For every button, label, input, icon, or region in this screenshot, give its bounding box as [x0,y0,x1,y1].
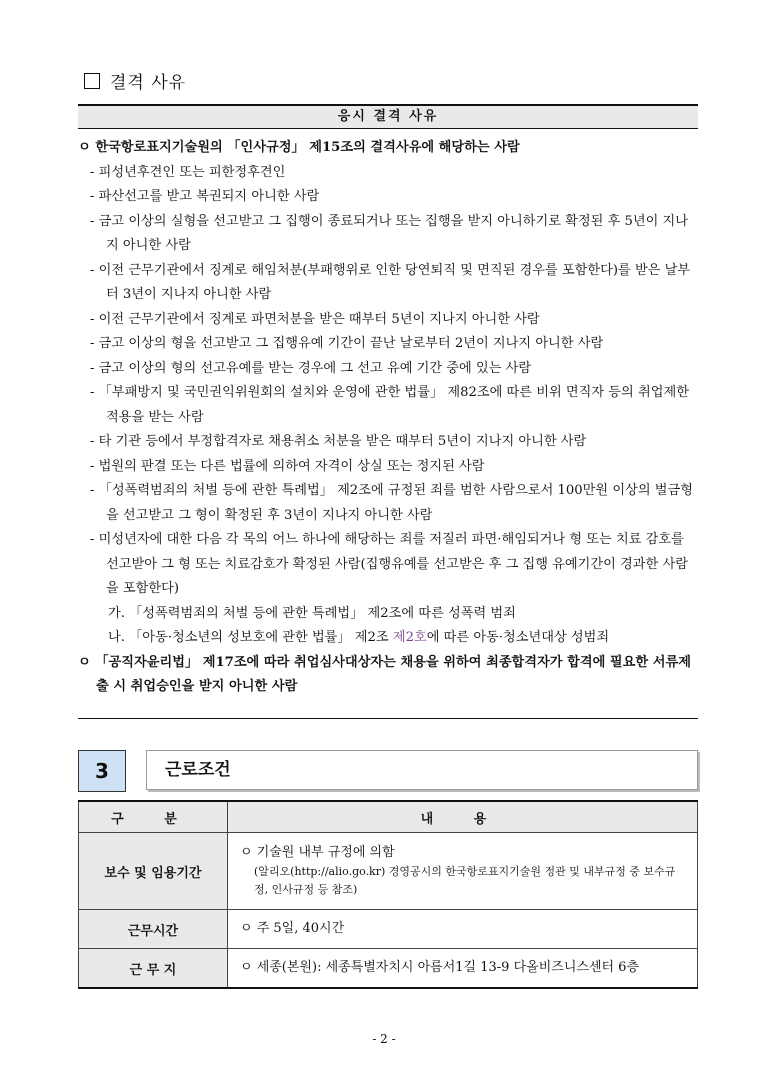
working-conditions-table [78,800,698,989]
sub-item-na-text-end: 에 따른 아동·청소년대상 성범죄 [426,630,610,645]
salary-text: ㅇ 기술원 내부 규정에 의함 [240,845,395,860]
list-item: - 금고 이상의 형을 선고받고 그 집행유예 기간이 끝난 날로부터 2년이 지나지 아니한 사람 [90,336,604,351]
column-header: 구 분 [79,801,228,833]
list-item: - 타 기관 등에서 부정합격자로 채용취소 처분을 받은 때부터 5년이 지나지 아니한 사람 [90,434,587,449]
row-label: 근무시간 [79,910,228,949]
list-item: - 「성폭력범죄의 처벌 등에 관한 특례법」 제2조에 규정된 죄를 범한 사람으로서 100만원 이상의 벌금형을 선고받고 그 형이 확정된 후 3년이 지나지 아니한 사람 [90,483,693,523]
table-row [79,910,698,949]
section-title: 결격 사유 [110,73,187,93]
sub-item-na [78,626,698,651]
section-number: 3 [78,750,126,792]
row-label: 보수 및 임용기간 [79,833,228,910]
list-item: - 피성년후견인 또는 피한정후견인 [90,164,286,180]
checkbox-icon [84,73,100,89]
section-3-header [78,750,698,790]
list-item: - 파산선고를 받고 복권되지 아니한 사람 [90,189,320,204]
disqualification-list [78,136,698,700]
section-3-title: 근로조건 [146,750,698,790]
list-item: - 이전 근무기관에서 징계로 파면처분을 받은 때부터 5년이 지나지 아니한 사람 [90,311,540,327]
row-content: ㅇ 주 5일, 40시간 [228,910,698,949]
row-label: 근 무 지 [79,949,228,989]
table-row [79,833,698,910]
list-item: ㅇ 한국항로표지기술원의 「인사규정」 제15조의 결격사유에 해당하는 사람 [78,140,520,155]
disqualification-box-header: 응시 결격 사유 [78,104,698,129]
clause-link[interactable]: 제2호 [392,630,427,645]
sub-item-ga: 가. 「성폭력범죄의 처벌 등에 관한 특례법」 제2조에 따른 성폭력 범죄 [108,605,516,621]
row-content: ㅇ 세종(본원): 세종특별자치시 아름서1길 13-9 다올비즈니스센터 6층 [228,949,698,989]
section-heading [84,68,186,93]
list-item: - 법원의 판결 또는 다른 법률에 의하여 자격이 상실 또는 정지된 사람 [90,458,485,474]
list-item: - 금고 이상의 실형을 선고받고 그 집행이 종료되거나 또는 집행을 받지 아니하기로 확정된 후 5년이 지나지 아니한 사람 [90,213,689,253]
list-item: - 「부패방지 및 국민권익위원회의 설치와 운영에 관한 법률」 제82조에 따른 비위 면직자 등의 취업제한 적용을 받는 사람 [90,385,689,425]
table-row [79,949,698,989]
sub-item-na-text: 나. 「아동·청소년의 성보호에 관한 법률」 제2조 [108,630,393,645]
salary-note: (알리오(http://alio.go.kr) 경영공시의 한국항로표지기술원 정관 및 내부규정 중 보수규정, 인사규정 등 참조) [254,865,676,896]
list-item: ㅇ 「공직자윤리법」 제17조에 따라 취업심사대상자는 채용을 위하여 최종합격자가 합격에 필요한 서류제출 시 취업승인을 받지 아니한 사람 [78,654,691,694]
disqualification-box-footer [78,718,698,719]
column-header: 내 용 [228,801,698,833]
row-content [228,833,698,910]
table-header-row [79,801,698,833]
page-number: - 2 - [372,1032,396,1046]
list-item: - 미성년자에 대한 다음 각 목의 어느 하나에 해당하는 죄를 저질러 파면·해임되거나 형 또는 치료 감호를 선고받아 그 형 또는 치료감호가 확정된 사람(집행유예를 선고받은 후 그 집행 유예기간이 경과한 사람을 포함한다) [90,532,688,596]
list-item: - 금고 이상의 형의 선고유예를 받는 경우에 그 선고 유예 기간 중에 있는 사람 [90,360,532,376]
list-item: - 이전 근무기관에서 징계로 해임처분(부패행위로 인한 당연퇴직 및 면직된 경우를 포함한다)를 받은 날부터 3년이 지나지 아니한 사람 [90,262,691,302]
